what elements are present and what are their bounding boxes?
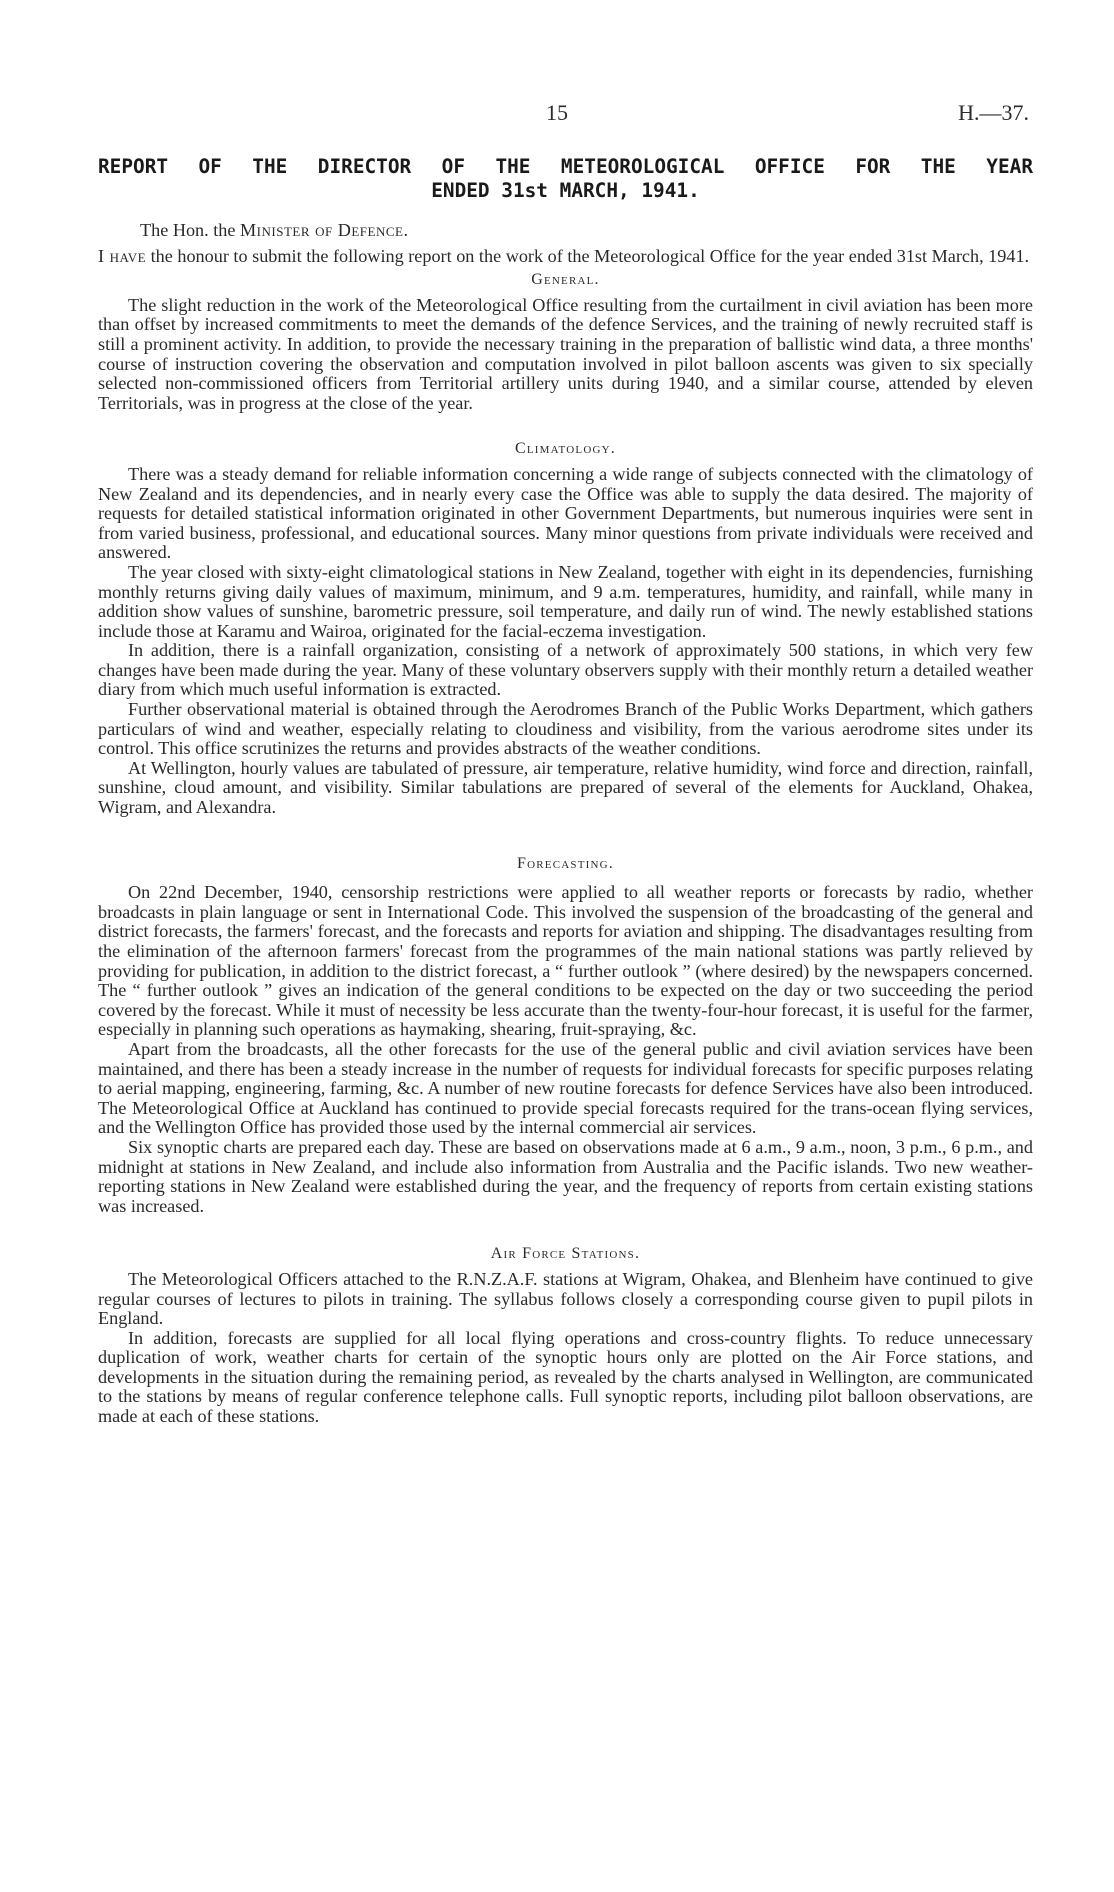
forecasting-paragraph-3: Six synoptic charts are prepared each day. These are based on observations made at 6 a.m., 9 a.m., noon, 3 p.m., 6 p.m., and midnight at stations in New Zealand, and include also information from Australia and the Pacific islands. Two new weather-reporting stations in New Zealand were established during the year, and the frequency of reports from certain existing stations was increased. <box>98 1136 1033 1216</box>
climatology-paragraph-5: At Wellington, hourly values are tabulated of pressure, air temperature, relative humidity, wind force and direction, rainfall, sunshine, cloud amount, and visibility. Similar tabulations are prepared of several of the elements for Auckland, Ohakea, Wigram, and Alexandra. <box>98 757 1033 818</box>
heading-air-force-stations: Air Force Stations. <box>490 1245 641 1263</box>
heading-general: General. <box>531 271 600 289</box>
addressee-line <box>98 221 1033 241</box>
document-reference: H.—37. <box>958 100 1029 125</box>
report-title-line-1: REPORT OF THE DIRECTOR OF THE METEOROLOGICAL OFFICE FOR THE YEAR <box>98 155 1033 178</box>
forecasting-paragraph-1: On 22nd December, 1940, censorship restrictions were applied to all weather reports or forecasts by radio, whether broadcasts in plain language or sent in International Code. This involved the suspension of the broadcasting of the general and district forecasts, the farmers' forecast, and the forecasts and reports for aviation and shipping. The disadvantages resulting from the elimination of the afternoon farmers' forecast from the programmes of the main national stations was partly relieved by providing for publication, in addition to the district forecast, a “ further outlook ” (where desired) by the newspapers concerned. The “ further outlook ” gives an indication of the general conditions to be expected on the day or two succeeding the period covered by the forecast. While it must of necessity be less accurate than the twenty-four-hour forecast, it is useful for the farmer, especially in planning such operations as haymaking, shearing, fruit-spraying, &c. <box>98 882 1033 1040</box>
intro-text: the honour to submit the following report on the work of the Meteorological Office for the year ended 31st March, 1941. <box>146 245 1030 266</box>
climatology-paragraph-1: There was a steady demand for reliable information concerning a wide range of subjects connected with the climatology of New Zealand and its dependencies, and in nearly every case the Office was able to supply the data desired. The majority of requests for detailed statistical information originated in other Government Departments, but numerous inquiries were sent in from varied business, professional, and educational sources. Many minor questions from private individuals were received and answered. <box>98 463 1033 563</box>
climatology-paragraph-2: The year closed with sixty-eight climatological stations in New Zealand, together with eight in its dependencies, furnishing monthly returns giving daily values of maximum, minimum, and 9 a.m. temperatures, humidity, and rainfall, while many in addition show values of sunshine, barometric pressure, soil temperature, and daily run of wind. The newly established stations include those at Karamu and Wairoa, originated for the facial-eczema investigation. <box>98 561 1033 641</box>
addressee-prefix: The Hon. the <box>140 220 241 240</box>
forecasting-paragraph-2: Apart from the broadcasts, all the other forecasts for the use of the general public and civil aviation services have been maintained, and there has been a steady increase in the number of requests for individual forecasts for specific purposes relating to aerial mapping, engineering, farming, &c. A number of new routine forecasts for defence Services have also been introduced. The Meteorological Office at Auckland has continued to provide special forecasts required for the trans-ocean flying services, and the Wellington Office has provided those used by the internal commercial air services. <box>98 1038 1033 1138</box>
heading-climatology: Climatology. <box>515 440 616 458</box>
intro-lead: I have <box>98 245 147 266</box>
report-body <box>98 221 1033 1427</box>
air-force-paragraph-1: The Meteorological Officers attached to the R.N.Z.A.F. stations at Wigram, Ohakea, and Blenheim have continued to give regular courses of lectures to pilots in training. The syllabus follows closely a corresponding course given to pupil pilots in England. <box>98 1268 1033 1329</box>
climatology-paragraph-3: In addition, there is a rainfall organization, consisting of a network of approximately 500 stations, in which very few changes have been made during the year. Many of these voluntary observers supply with their monthly return a detailed weather diary from which much useful information is extracted. <box>98 640 1033 700</box>
addressee-recipient: Minister of Defence. <box>240 220 409 240</box>
page-number: 15 <box>546 100 568 125</box>
report-title-line-2: ENDED 31st MARCH, 1941. <box>431 179 700 202</box>
intro-paragraph <box>98 247 1033 267</box>
air-force-paragraph-2: In addition, forecasts are supplied for all local flying operations and cross-country flights. To reduce unnecessary duplication of work, weather charts for certain of the synoptic hours only are plotted on the Air Force stations, and developments in the situation during the remaining period, as revealed by the charts analysed in Wellington, are communicated to the stations by means of regular conference telephone calls. Full synoptic reports, including pilot balloon observations, are made at each of these stations. <box>98 1327 1033 1427</box>
climatology-paragraph-4: Further observational material is obtained through the Aerodromes Branch of the Public Works Department, which gathers particulars of wind and weather, especially relating to cloudiness and visibility, from the various aerodrome sites under its control. This office scrutinizes the returns and provides abstracts of the weather conditions. <box>98 699 1033 759</box>
report-title <box>98 155 1033 203</box>
general-paragraph-1: The slight reduction in the work of the Meteorological Office resulting from the curtailment in civil aviation has been more than offset by increased commitments to meet the demands of the defence Services, and the training of newly recruited staff is still a prominent activity. In addition, to provide the necessary training in the preparation of ballistic wind data, a three months' course of instruction covering the observation and computation involved in pilot balloon ascents was given to six specially selected non-commissioned officers from Territorial artillery units during 1940, and a similar course, attended by eleven Territorials, was in progress at the close of the year. <box>98 294 1033 413</box>
heading-forecasting: Forecasting. <box>517 854 614 872</box>
